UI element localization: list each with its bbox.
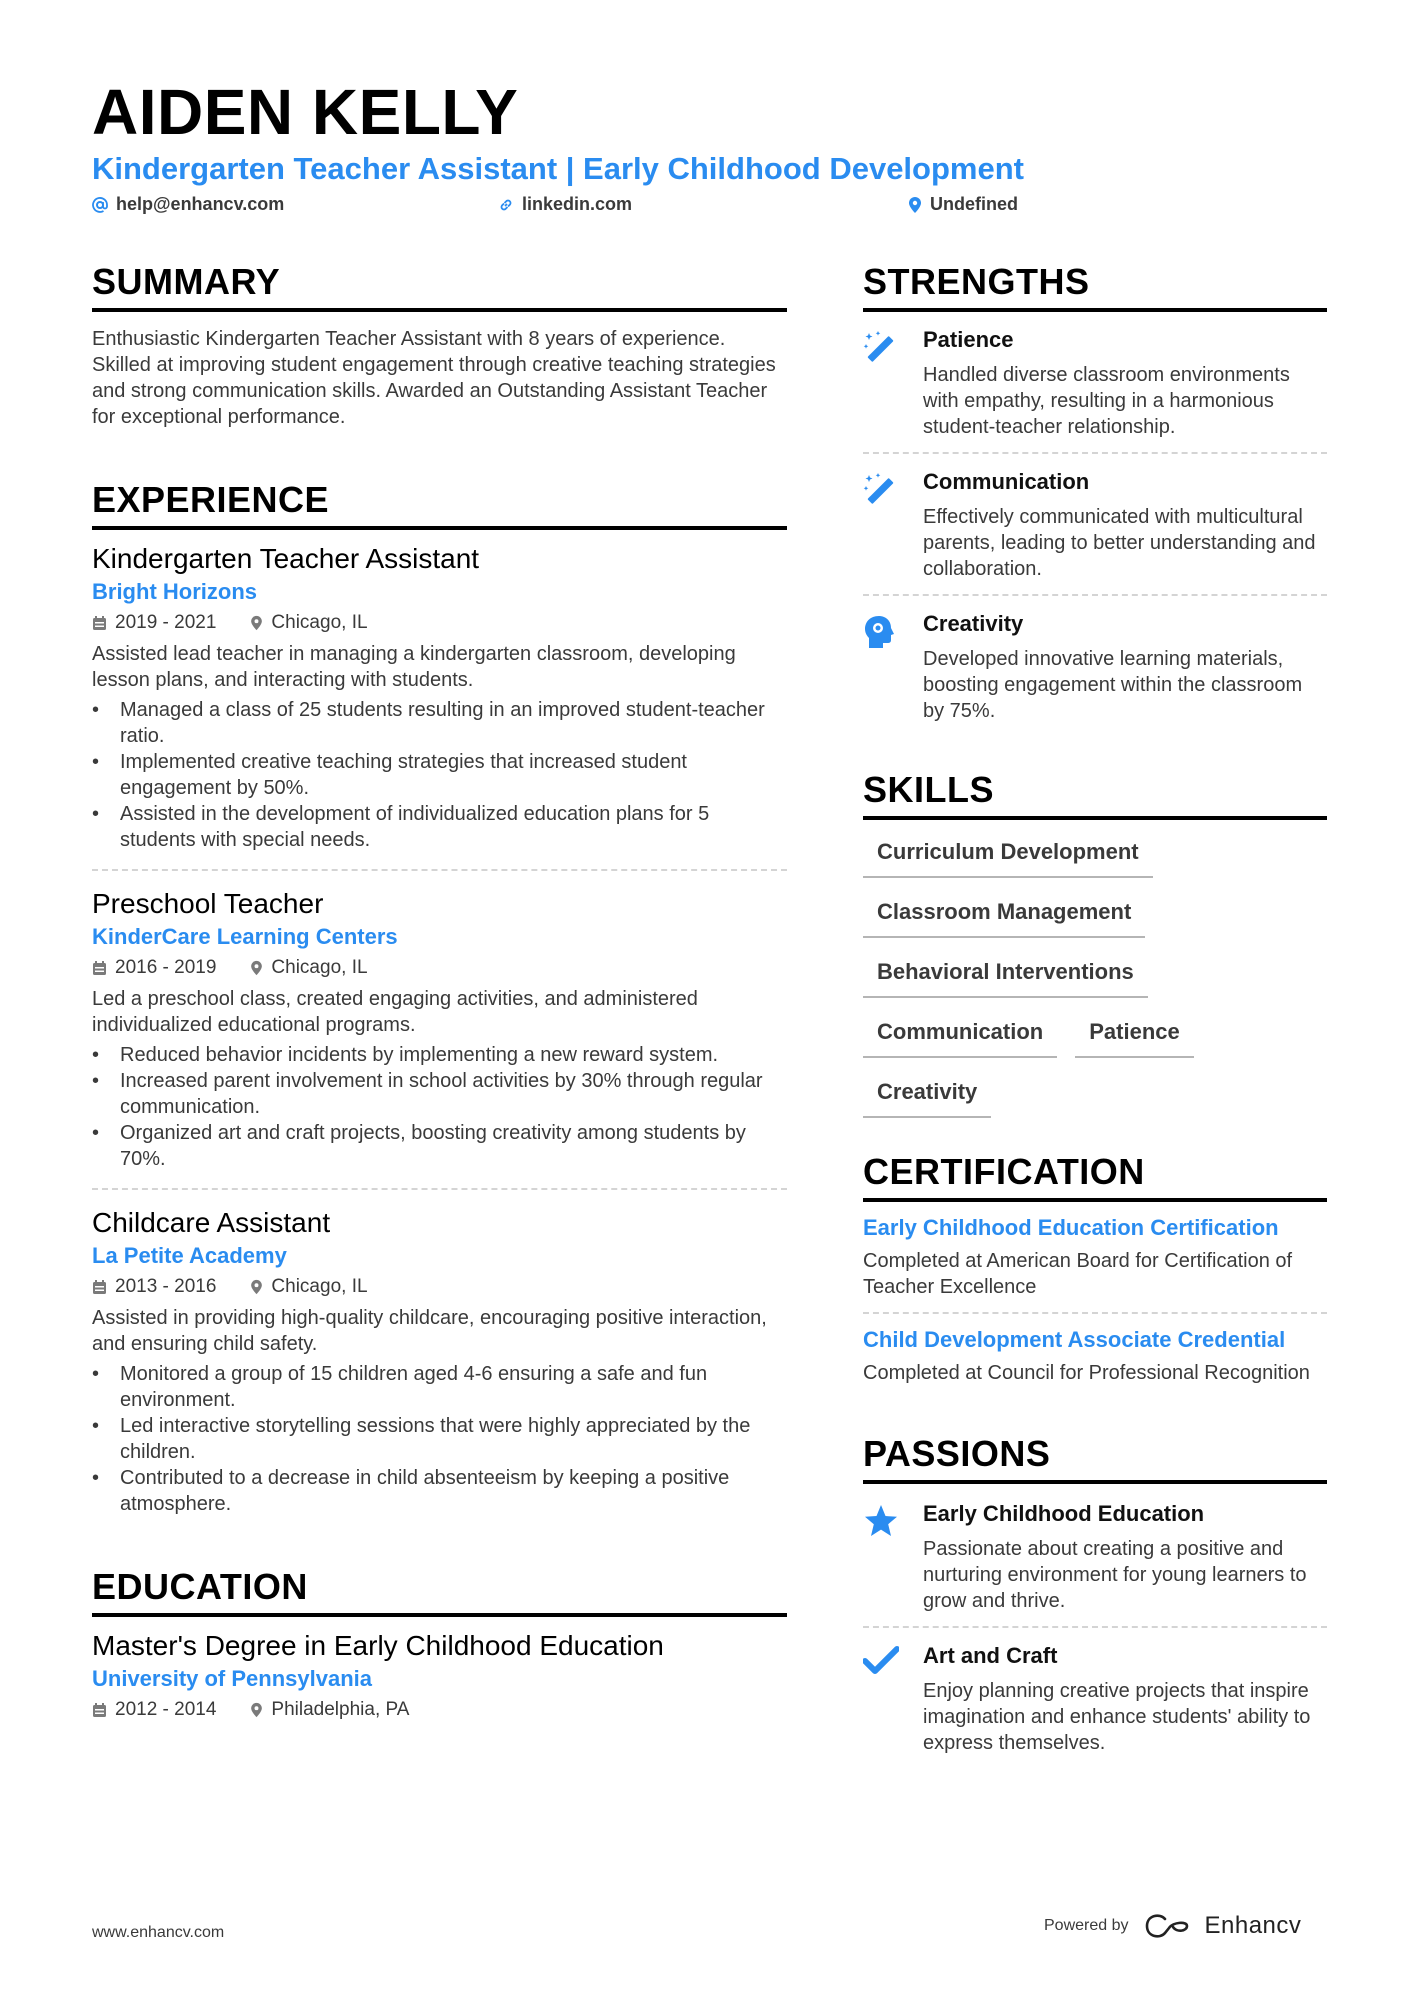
education-meta xyxy=(92,1698,787,1722)
location-pin-icon xyxy=(250,1702,263,1718)
job-description: Assisted lead teacher in managing a kindergarten classroom, developing lesson plans, and interacting with students. xyxy=(92,643,736,691)
education-heading: EDUCATION xyxy=(92,1567,787,1617)
at-icon xyxy=(92,197,108,213)
strength-item xyxy=(863,326,1327,440)
job-dates: 2016 - 2019 xyxy=(115,957,217,978)
passion-description: Enjoy planning creative projects that inspire imagination and enhance students' ability to express themselves. xyxy=(923,1680,1311,1754)
magic-wand-icon xyxy=(863,472,899,508)
job-meta xyxy=(92,956,787,980)
skill-tag: Communication xyxy=(863,1018,1057,1058)
job-achievements xyxy=(92,1361,787,1517)
certification-section xyxy=(863,1152,1327,1386)
certification-title: Early Childhood Education Certification xyxy=(863,1215,1279,1240)
job-title: Childcare Assistant xyxy=(92,1207,331,1238)
passion-title: Art and Craft xyxy=(923,1643,1058,1668)
location-text: Undefined xyxy=(930,194,1018,214)
achievement-item: • Assisted in the development of individualized education plans for 5 students with special needs. xyxy=(92,801,787,853)
strength-description: Handled diverse classroom environments with empathy, resulting in a harmonious student-teacher relationship. xyxy=(923,364,1290,438)
experience-entry xyxy=(92,1206,787,1517)
link-icon xyxy=(498,197,514,213)
location-pin-icon xyxy=(250,615,263,631)
enhancv-logo-icon xyxy=(1143,1913,1191,1939)
passion-description: Passionate about creating a positive and nurturing environment for young learners to grow and thrive. xyxy=(923,1538,1307,1612)
school-name: University of Pennsylvania xyxy=(92,1666,372,1691)
right-column xyxy=(863,262,1327,1756)
education-dates: 2012 - 2014 xyxy=(115,1699,217,1720)
job-location: Chicago, IL xyxy=(271,957,368,978)
job-title: Kindergarten Teacher Assistant xyxy=(92,543,480,574)
experience-entry xyxy=(92,887,787,1172)
job-meta xyxy=(92,1275,787,1299)
job-location: Chicago, IL xyxy=(271,1276,368,1297)
job-achievements xyxy=(92,1042,787,1172)
achievement-item: • Led interactive storytelling sessions that were highly appreciated by the children. xyxy=(92,1413,787,1465)
experience-entry xyxy=(92,542,787,853)
strengths-heading: STRENGTHS xyxy=(863,262,1327,312)
skills-section xyxy=(863,770,1327,1118)
achievement-item: • Managed a class of 25 students resulting in an improved student-teacher ratio. xyxy=(92,697,787,749)
strength-title: Patience xyxy=(923,327,1014,352)
entry-divider xyxy=(92,869,787,871)
certification-issuer: Completed at Council for Professional Recognition xyxy=(863,1362,1310,1384)
achievement-item: • Implemented creative teaching strategies that increased student engagement by 50%. xyxy=(92,749,787,801)
linkedin-text: linkedin.com xyxy=(522,194,633,214)
strength-title: Creativity xyxy=(923,611,1024,636)
achievement-item: • Contributed to a decrease in child absenteeism by keeping a positive atmosphere. xyxy=(92,1465,787,1517)
job-description: Led a preschool class, created engaging activities, and administered individualized educational programs. xyxy=(92,988,698,1036)
skill-tag: Classroom Management xyxy=(863,898,1145,938)
passions-heading: PASSIONS xyxy=(863,1434,1327,1484)
summary-text: Enthusiastic Kindergarten Teacher Assistant with 8 years of experience. Skilled at improving student engagement through creative teaching strategies and strong communication skills. Awarded an Outstanding Assistant Teacher for exceptional performance. xyxy=(92,328,776,428)
skills-heading: SKILLS xyxy=(863,770,1327,820)
powered-by-label: Powered by xyxy=(1044,1917,1129,1934)
strength-description: Developed innovative learning materials, boosting engagement within the classroom by 75%. xyxy=(923,648,1303,722)
skills-list xyxy=(863,838,1327,1118)
achievement-item: • Increased parent involvement in school activities by 30% through regular communication. xyxy=(92,1068,787,1120)
candidate-headline: Kindergarten Teacher Assistant | Early Childhood Development xyxy=(92,151,1024,186)
certification-issuer: Completed at American Board for Certification of Teacher Excellence xyxy=(863,1250,1293,1298)
footer-branding[interactable] xyxy=(1044,1912,1301,1940)
star-icon xyxy=(863,1504,899,1538)
achievement-item: • Reduced behavior incidents by implementing a new reward system. xyxy=(92,1042,787,1068)
passion-item xyxy=(863,1642,1327,1756)
company-name: Bright Horizons xyxy=(92,579,257,604)
certification-title: Child Development Associate Credential xyxy=(863,1327,1286,1352)
achievement-item: • Organized art and craft projects, boosting creativity among students by 70%. xyxy=(92,1120,787,1172)
calendar-icon xyxy=(92,1702,107,1718)
candidate-name: AIDEN KELLY xyxy=(92,76,519,148)
entry-divider xyxy=(92,1188,787,1190)
contact-bar xyxy=(92,194,1072,216)
contact-email[interactable] xyxy=(92,194,284,215)
entry-divider xyxy=(863,1312,1327,1314)
experience-section xyxy=(92,480,787,1517)
skill-tag: Patience xyxy=(1075,1018,1194,1058)
strength-title: Communication xyxy=(923,469,1090,494)
entry-divider xyxy=(863,452,1327,454)
calendar-icon xyxy=(92,960,107,976)
education-location: Philadelphia, PA xyxy=(271,1699,410,1720)
location-pin-icon xyxy=(250,960,263,976)
job-achievements xyxy=(92,697,787,853)
certification-item xyxy=(863,1326,1327,1386)
experience-heading: EXPERIENCE xyxy=(92,480,787,530)
achievement-item: • Monitored a group of 15 children aged 4-6 ensuring a safe and fun environment. xyxy=(92,1361,787,1413)
company-name: La Petite Academy xyxy=(92,1243,287,1268)
skill-tag: Curriculum Development xyxy=(863,838,1153,878)
entry-divider xyxy=(863,594,1327,596)
strength-item xyxy=(863,468,1327,582)
head-idea-icon xyxy=(863,614,897,650)
education-entry xyxy=(92,1629,787,1722)
job-description: Assisted in providing high-quality childcare, encouraging positive interaction, and ensuring child safety. xyxy=(92,1307,767,1355)
passions-section xyxy=(863,1434,1327,1756)
checkmark-icon xyxy=(863,1646,899,1674)
contact-location xyxy=(908,194,1018,215)
summary-section xyxy=(92,262,787,430)
job-meta xyxy=(92,611,787,635)
passion-title: Early Childhood Education xyxy=(923,1501,1205,1526)
email-text: help@enhancv.com xyxy=(116,194,285,214)
company-name: KinderCare Learning Centers xyxy=(92,924,398,949)
strengths-section xyxy=(863,262,1327,724)
job-dates: 2019 - 2021 xyxy=(115,612,217,633)
skill-tag: Creativity xyxy=(863,1078,991,1118)
magic-wand-icon xyxy=(863,330,899,366)
certification-heading: CERTIFICATION xyxy=(863,1152,1327,1202)
strength-item xyxy=(863,610,1327,724)
skill-tag: Behavioral Interventions xyxy=(863,958,1148,998)
strength-description: Effectively communicated with multicultural parents, leading to better understanding and collaboration. xyxy=(923,506,1316,580)
certification-item xyxy=(863,1214,1327,1300)
left-column xyxy=(92,262,787,1722)
contact-linkedin[interactable] xyxy=(498,194,632,215)
brand-name: Enhancv xyxy=(1204,1912,1302,1939)
job-location: Chicago, IL xyxy=(271,612,368,633)
calendar-icon xyxy=(92,1279,107,1295)
degree-title: Master's Degree in Early Childhood Education xyxy=(92,1630,664,1661)
job-dates: 2013 - 2016 xyxy=(115,1276,217,1297)
summary-heading: SUMMARY xyxy=(92,262,787,312)
footer-website[interactable]: www.enhancv.com xyxy=(92,1924,225,1941)
job-title: Preschool Teacher xyxy=(92,888,324,919)
calendar-icon xyxy=(92,615,107,631)
location-pin-icon xyxy=(250,1279,263,1295)
location-pin-icon xyxy=(908,196,922,214)
passion-item xyxy=(863,1500,1327,1614)
education-section xyxy=(92,1567,787,1722)
entry-divider xyxy=(863,1626,1327,1628)
